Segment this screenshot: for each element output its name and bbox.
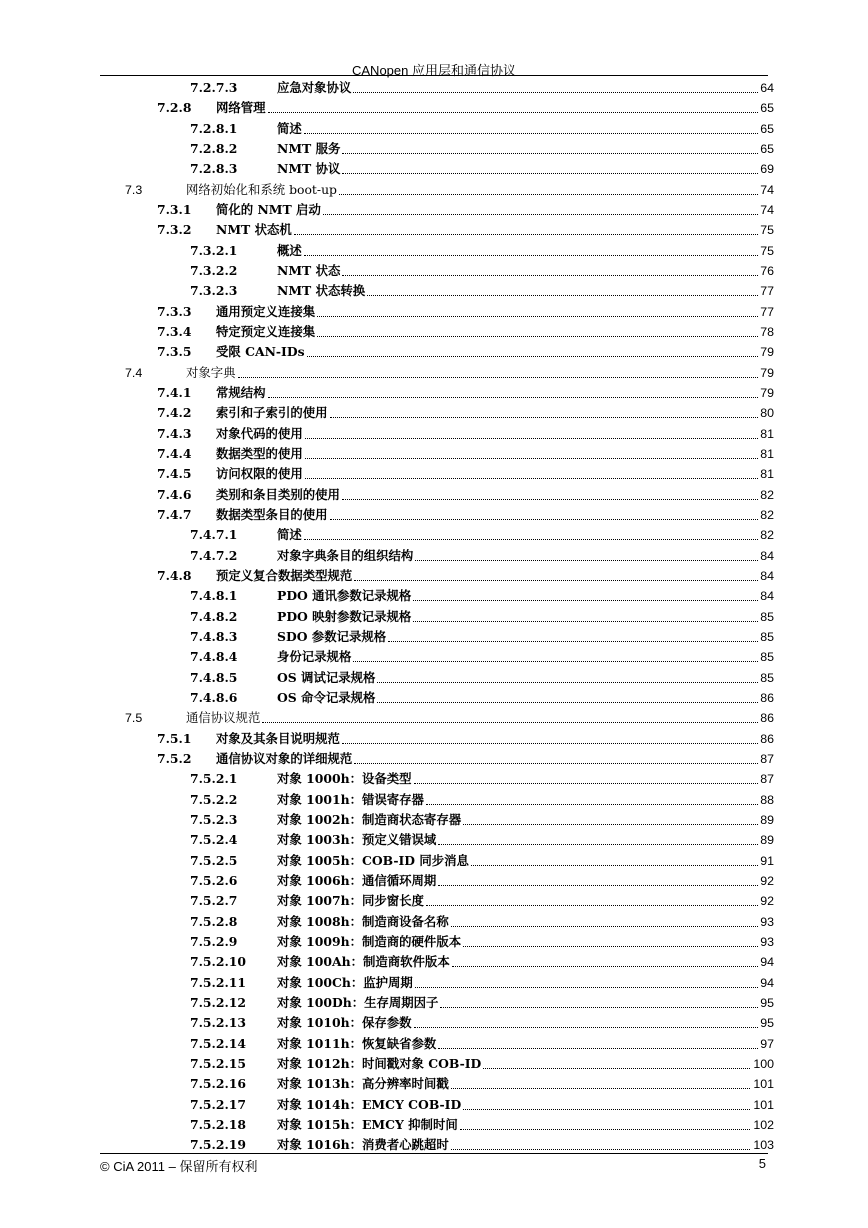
toc-entry-page: 89 bbox=[760, 812, 774, 827]
toc-entry-page: 86 bbox=[760, 731, 774, 746]
toc-entry[interactable] bbox=[0, 1115, 868, 1135]
toc-entry-page: 95 bbox=[760, 995, 774, 1010]
toc-entry-page: 85 bbox=[760, 650, 774, 665]
toc-entry-title: 网络管理 bbox=[216, 100, 266, 116]
toc-leader-dots bbox=[354, 763, 757, 764]
toc-entry-number: 7.5.2.17 bbox=[190, 1096, 247, 1112]
toc-entry-number: 7.4.8.1 bbox=[190, 588, 238, 604]
toc-entry-number: 7.4.4 bbox=[157, 445, 192, 461]
toc-entry-page: 97 bbox=[760, 1036, 774, 1051]
toc-entry-number: 7.5.2.4 bbox=[190, 832, 238, 848]
toc-leader-dots bbox=[388, 641, 757, 642]
toc-entry-title: 对象 1013h：高分辨率时间戳 bbox=[277, 1076, 449, 1092]
toc-entry-page: 101 bbox=[753, 1077, 774, 1092]
toc-entry-page: 86 bbox=[760, 690, 774, 705]
header-rule bbox=[100, 75, 768, 76]
toc-entry-number: 7.5.2.18 bbox=[190, 1116, 247, 1132]
toc-entry[interactable] bbox=[0, 98, 868, 118]
toc-entry-title: NMT 状态机 bbox=[216, 222, 292, 238]
toc-leader-dots bbox=[342, 499, 758, 500]
toc-entry-number: 7.4.5 bbox=[157, 466, 192, 482]
toc-entry[interactable] bbox=[0, 871, 868, 891]
toc-entry-title: 对象及其条目说明规范 bbox=[216, 730, 340, 746]
toc-entry[interactable] bbox=[0, 322, 868, 342]
toc-entry-title: 类别和条目类别的使用 bbox=[216, 486, 340, 502]
toc-entry[interactable] bbox=[0, 464, 868, 484]
toc-entry-number: 7.2.8.3 bbox=[190, 161, 238, 177]
toc-entry-title: NMT 服务 bbox=[277, 140, 341, 156]
toc-entry-title: NMT 状态转换 bbox=[277, 283, 366, 299]
toc-entry-number: 7.3.3 bbox=[157, 303, 192, 319]
toc-entry-page: 92 bbox=[760, 894, 774, 909]
toc-entry-page: 94 bbox=[760, 975, 774, 990]
toc-entry[interactable] bbox=[0, 302, 868, 322]
toc-entry[interactable] bbox=[0, 952, 868, 972]
toc-entry-title: 预定义复合数据类型规范 bbox=[216, 567, 353, 583]
toc-entry-page: 69 bbox=[760, 162, 774, 177]
toc-entry-title: 对象字典 bbox=[186, 364, 236, 380]
toc-leader-dots bbox=[262, 722, 757, 723]
toc-entry-number: 7.2.8.2 bbox=[190, 140, 238, 156]
toc-entry[interactable] bbox=[0, 708, 868, 728]
toc-entry-title: 对象 1014h：EMCY COB-ID bbox=[277, 1096, 462, 1112]
toc-entry-title: 访问权限的使用 bbox=[216, 466, 303, 482]
toc-entry-title: 简述 bbox=[277, 120, 302, 136]
toc-entry[interactable] bbox=[0, 830, 868, 850]
toc-entry-page: 92 bbox=[760, 873, 774, 888]
toc-entry-number: 7.5.2.2 bbox=[190, 791, 238, 807]
toc-entry-number: 7.4.1 bbox=[157, 384, 192, 400]
toc-entry-number: 7.5.2.5 bbox=[190, 852, 238, 868]
toc-entry[interactable] bbox=[0, 180, 868, 200]
toc-entry[interactable] bbox=[0, 485, 868, 505]
toc-entry-number: 7.4.3 bbox=[157, 425, 192, 441]
toc-leader-dots bbox=[438, 885, 757, 886]
toc-entry-number: 7.4.7.1 bbox=[190, 527, 238, 543]
toc-entry-number: 7.5.2.1 bbox=[190, 771, 238, 787]
toc-leader-dots bbox=[342, 743, 758, 744]
toc-leader-dots bbox=[304, 133, 758, 134]
toc-entry-page: 82 bbox=[760, 487, 774, 502]
toc-entry-number: 7.5.2.9 bbox=[190, 933, 238, 949]
toc-entry[interactable] bbox=[0, 200, 868, 220]
toc-leader-dots bbox=[354, 580, 757, 581]
toc-entry-title: 概述 bbox=[277, 242, 302, 258]
toc-leader-dots bbox=[342, 173, 757, 174]
toc-entry-page: 65 bbox=[760, 101, 774, 116]
toc-entry-page: 85 bbox=[760, 670, 774, 685]
toc-entry-page: 87 bbox=[760, 751, 774, 766]
toc-entry[interactable] bbox=[0, 159, 868, 179]
toc-entry[interactable] bbox=[0, 749, 868, 769]
toc-entry-page: 75 bbox=[760, 223, 774, 238]
toc-leader-dots bbox=[440, 1007, 757, 1008]
toc-entry-number: 7.3.4 bbox=[157, 323, 192, 339]
toc-entry[interactable] bbox=[0, 912, 868, 932]
toc-entry-title: 通信协议对象的详细规范 bbox=[216, 750, 353, 766]
toc-leader-dots bbox=[426, 804, 758, 805]
toc-leader-dots bbox=[305, 478, 758, 479]
toc-entry-number: 7.3.2.2 bbox=[190, 262, 238, 278]
toc-entry-title: 对象 1002h：制造商状态寄存器 bbox=[277, 811, 462, 827]
toc-entry-number: 7.4.8.6 bbox=[190, 689, 238, 705]
toc-entry[interactable] bbox=[0, 403, 868, 423]
toc-leader-dots bbox=[317, 316, 757, 317]
toc-entry[interactable] bbox=[0, 505, 868, 525]
toc-entry-number: 7.4.8 bbox=[157, 567, 192, 583]
toc-entry-page: 101 bbox=[753, 1097, 774, 1112]
toc-leader-dots bbox=[414, 783, 758, 784]
toc-entry-number: 7.5 bbox=[125, 711, 143, 726]
toc-entry-page: 78 bbox=[760, 324, 774, 339]
toc-entry-page: 85 bbox=[760, 609, 774, 624]
toc-entry-number: 7.4.7 bbox=[157, 506, 192, 522]
toc-entry-title: 对象 1009h：制造商的硬件版本 bbox=[277, 933, 462, 949]
toc-entry-title: SDO 参数记录规格 bbox=[277, 628, 387, 644]
toc-leader-dots bbox=[304, 255, 758, 256]
toc-entry[interactable] bbox=[0, 1034, 868, 1054]
toc-entry[interactable] bbox=[0, 241, 868, 261]
toc-entry-number: 7.2.8 bbox=[157, 100, 192, 116]
toc-entry[interactable] bbox=[0, 1074, 868, 1094]
toc-entry-title: 对象 1007h：同步窗长度 bbox=[277, 893, 424, 909]
toc-entry-title: OS 命令记录规格 bbox=[277, 689, 376, 705]
toc-leader-dots bbox=[415, 560, 757, 561]
toc-entry-page: 88 bbox=[760, 792, 774, 807]
toc-leader-dots bbox=[323, 214, 758, 215]
toc-leader-dots bbox=[377, 682, 757, 683]
toc-entry-number: 7.3.2 bbox=[157, 222, 192, 238]
toc-entry-title: 对象 1001h：错误寄存器 bbox=[277, 791, 424, 807]
toc-entry-number: 7.4.8.3 bbox=[190, 628, 238, 644]
toc-entry-number: 7.5.2.11 bbox=[190, 974, 247, 990]
toc-entry[interactable] bbox=[0, 220, 868, 240]
toc-entry[interactable] bbox=[0, 119, 868, 139]
toc-entry[interactable] bbox=[0, 668, 868, 688]
toc-entry-number: 7.5.2 bbox=[157, 750, 192, 766]
toc-leader-dots bbox=[342, 275, 757, 276]
toc-entry-page: 81 bbox=[760, 446, 774, 461]
toc-entry[interactable] bbox=[0, 932, 868, 952]
toc-entry[interactable] bbox=[0, 973, 868, 993]
toc-entry-number: 7.4 bbox=[125, 365, 143, 380]
toc-entry-number: 7.4.2 bbox=[157, 405, 192, 421]
toc-entry[interactable] bbox=[0, 647, 868, 667]
toc-entry-number: 7.5.2.3 bbox=[190, 811, 238, 827]
toc-entry-page: 93 bbox=[760, 934, 774, 949]
toc-leader-dots bbox=[451, 1149, 751, 1150]
toc-leader-dots bbox=[367, 295, 757, 296]
toc-entry-title: PDO 映射参数记录规格 bbox=[277, 608, 412, 624]
toc-entry-page: 74 bbox=[760, 202, 774, 217]
toc-leader-dots bbox=[452, 966, 758, 967]
toc-entry-page: 93 bbox=[760, 914, 774, 929]
toc-entry-page: 84 bbox=[760, 589, 774, 604]
toc-entry-number: 7.3.2.1 bbox=[190, 242, 238, 258]
toc-entry-page: 103 bbox=[753, 1138, 774, 1153]
toc-leader-dots bbox=[463, 946, 757, 947]
toc-entry-page: 85 bbox=[760, 629, 774, 644]
toc-leader-dots bbox=[304, 539, 758, 540]
toc-entry-title: 简化的 NMT 启动 bbox=[216, 201, 321, 217]
toc-entry-title: 通信协议规范 bbox=[186, 710, 261, 726]
toc-entry[interactable] bbox=[0, 78, 868, 98]
toc-entry-page: 94 bbox=[760, 955, 774, 970]
toc-entry-number: 7.5.2.13 bbox=[190, 1015, 247, 1031]
toc-entry-title: 索引和子索引的使用 bbox=[216, 405, 328, 421]
toc-entry-title: 特定预定义连接集 bbox=[216, 323, 316, 339]
toc-entry-page: 77 bbox=[760, 304, 774, 319]
toc-entry-page: 79 bbox=[760, 365, 774, 380]
toc-entry-page: 80 bbox=[760, 406, 774, 421]
toc-entry-page: 79 bbox=[760, 385, 774, 400]
toc-entry[interactable] bbox=[0, 790, 868, 810]
toc-entry-page: 81 bbox=[760, 426, 774, 441]
toc-entry-page: 86 bbox=[760, 711, 774, 726]
toc-entry-title: 对象 1016h：消费者心跳超时 bbox=[277, 1137, 449, 1153]
toc-leader-dots bbox=[463, 1109, 750, 1110]
toc-entry-page: 74 bbox=[760, 182, 774, 197]
footer-rule bbox=[100, 1153, 768, 1154]
toc-entry-title: 对象 1010h：保存参数 bbox=[277, 1015, 412, 1031]
toc-entry[interactable] bbox=[0, 424, 868, 444]
toc-entry-page: 84 bbox=[760, 548, 774, 563]
toc-entry[interactable] bbox=[0, 383, 868, 403]
toc-entry-number: 7.2.7.3 bbox=[190, 80, 238, 95]
toc-entry-title: NMT 协议 bbox=[277, 161, 341, 177]
toc-entry-number: 7.3.5 bbox=[157, 344, 192, 360]
toc-entry-page: 91 bbox=[760, 853, 774, 868]
toc-entry-title: 对象代码的使用 bbox=[216, 425, 303, 441]
toc-leader-dots bbox=[317, 336, 757, 337]
toc-leader-dots bbox=[339, 194, 758, 195]
toc-entry-title: NMT 状态 bbox=[277, 262, 341, 278]
toc-entry-number: 7.5.2.8 bbox=[190, 913, 238, 929]
toc-entry-title: 对象字典条目的组织结构 bbox=[277, 547, 414, 563]
toc-entry-title: OS 调试记录规格 bbox=[277, 669, 376, 685]
toc-leader-dots bbox=[414, 1027, 758, 1028]
toc-entry-title: 对象 100Dh：生存周期因子 bbox=[277, 994, 439, 1010]
toc-entry-title: 对象 1005h：COB-ID 同步消息 bbox=[277, 852, 469, 868]
toc-leader-dots bbox=[353, 661, 757, 662]
toc-entry[interactable] bbox=[0, 1054, 868, 1074]
toc-entry-page: 81 bbox=[760, 467, 774, 482]
toc-leader-dots bbox=[330, 519, 758, 520]
toc-entry-number: 7.4.7.2 bbox=[190, 547, 238, 563]
toc-leader-dots bbox=[307, 356, 758, 357]
toc-entry-page: 64 bbox=[760, 81, 774, 95]
toc-entry[interactable] bbox=[0, 586, 868, 606]
toc-entry-number: 7.2.8.1 bbox=[190, 120, 238, 136]
toc-entry-title: 网络初始化和系统 boot-up bbox=[186, 181, 337, 197]
toc-leader-dots bbox=[451, 926, 758, 927]
toc-entry-title: 身份记录规格 bbox=[277, 649, 352, 665]
toc-entry-number: 7.4.8.4 bbox=[190, 649, 238, 665]
toc-entry[interactable] bbox=[0, 342, 868, 362]
toc-entry-page: 102 bbox=[753, 1117, 774, 1132]
toc-entry-title: 数据类型条目的使用 bbox=[216, 506, 328, 522]
toc-leader-dots bbox=[415, 987, 758, 988]
toc-leader-dots bbox=[463, 824, 757, 825]
toc-entry-title: 受限 CAN-IDs bbox=[216, 344, 305, 360]
toc-entry-number: 7.5.2.7 bbox=[190, 893, 238, 909]
toc-entry[interactable] bbox=[0, 444, 868, 464]
footer-page-number: 5 bbox=[758, 1156, 766, 1171]
toc-entry-page: 84 bbox=[760, 568, 774, 583]
toc-entry[interactable] bbox=[0, 566, 868, 586]
toc-entry-title: 对象 1015h：EMCY 抑制时间 bbox=[277, 1116, 458, 1132]
toc-leader-dots bbox=[377, 702, 757, 703]
toc-leader-dots bbox=[438, 1048, 757, 1049]
toc-entry-number: 7.5.2.15 bbox=[190, 1055, 247, 1071]
toc-entry-title: 对象 100Ch：监护周期 bbox=[277, 974, 413, 990]
toc-entry[interactable] bbox=[0, 891, 868, 911]
toc-leader-dots bbox=[451, 1088, 751, 1089]
toc-entry-number: 7.5.2.16 bbox=[190, 1076, 247, 1092]
footer-copyright: © CiA 2011 – 保留所有权利 bbox=[100, 1159, 258, 1174]
toc-entry[interactable] bbox=[0, 1013, 868, 1033]
toc-entry-title: PDO 通讯参数记录规格 bbox=[277, 588, 412, 604]
toc-entry-page: 79 bbox=[760, 345, 774, 360]
toc-entry-title: 通用预定义连接集 bbox=[216, 303, 316, 319]
toc-entry-number: 7.5.1 bbox=[157, 730, 192, 746]
toc-leader-dots bbox=[471, 865, 758, 866]
toc-entry-page: 75 bbox=[760, 243, 774, 258]
toc-entry-title: 对象 1012h：时间戳对象 COB-ID bbox=[277, 1055, 482, 1071]
toc-entry[interactable] bbox=[0, 261, 868, 281]
toc-entry-title: 对象 1003h：预定义错误域 bbox=[277, 832, 437, 848]
toc-entry[interactable] bbox=[0, 688, 868, 708]
toc-entry-number: 7.5.2.14 bbox=[190, 1035, 247, 1051]
toc-leader-dots bbox=[483, 1068, 750, 1069]
toc-leader-dots bbox=[413, 600, 757, 601]
toc-leader-dots bbox=[460, 1129, 751, 1130]
toc-entry[interactable] bbox=[0, 769, 868, 789]
toc-entry-page: 89 bbox=[760, 833, 774, 848]
toc-entry-page: 65 bbox=[760, 121, 774, 136]
toc-entry-number: 7.4.8.5 bbox=[190, 669, 238, 685]
toc-leader-dots bbox=[353, 92, 757, 93]
toc-leader-dots bbox=[238, 377, 758, 378]
toc-entry-title: 对象 1008h：制造商设备名称 bbox=[277, 913, 449, 929]
toc-leader-dots bbox=[438, 844, 757, 845]
toc-entry-title: 对象 1000h：设备类型 bbox=[277, 771, 412, 787]
toc-leader-dots bbox=[305, 458, 758, 459]
toc-entry[interactable] bbox=[0, 729, 868, 749]
toc-entry-title: 对象 1006h：通信循环周期 bbox=[277, 872, 437, 888]
toc-entry[interactable] bbox=[0, 546, 868, 566]
toc-leader-dots bbox=[342, 153, 757, 154]
toc-entry-number: 7.5.2.10 bbox=[190, 954, 247, 970]
toc-entry[interactable] bbox=[0, 627, 868, 647]
toc-entry[interactable] bbox=[0, 525, 868, 545]
toc-entry-page: 87 bbox=[760, 772, 774, 787]
toc-entry-number: 7.5.2.19 bbox=[190, 1137, 247, 1153]
toc-entry-number: 7.3 bbox=[125, 182, 143, 197]
toc-entry-page: 100 bbox=[753, 1056, 774, 1071]
toc-entry-number: 7.3.2.3 bbox=[190, 283, 238, 299]
toc-leader-dots bbox=[294, 234, 758, 235]
toc-entry[interactable] bbox=[0, 851, 868, 871]
toc-leader-dots bbox=[268, 397, 758, 398]
toc-entry[interactable] bbox=[0, 810, 868, 830]
toc-entry[interactable] bbox=[0, 1095, 868, 1115]
toc-entry-title: 对象 1011h：恢复缺省参数 bbox=[277, 1035, 437, 1051]
toc-entry-number: 7.3.1 bbox=[157, 201, 192, 217]
toc-entry-title: 数据类型的使用 bbox=[216, 445, 303, 461]
toc-entry[interactable] bbox=[0, 139, 868, 159]
toc-leader-dots bbox=[413, 621, 757, 622]
toc-entry-page: 82 bbox=[760, 528, 774, 543]
toc-entry-number: 7.5.2.6 bbox=[190, 872, 238, 888]
toc-entry-number: 7.5.2.12 bbox=[190, 994, 247, 1010]
toc-entry-title: 应急对象协议 bbox=[277, 80, 352, 95]
toc-entry-page: 76 bbox=[760, 263, 774, 278]
toc-leader-dots bbox=[268, 112, 758, 113]
toc-entry-number: 7.4.6 bbox=[157, 486, 192, 502]
toc-leader-dots bbox=[305, 438, 758, 439]
header-title: CANopen 应用层和通信协议 bbox=[352, 63, 516, 78]
toc-entry[interactable] bbox=[0, 993, 868, 1013]
toc-entry-title: 对象 100Ah：制造商软件版本 bbox=[277, 954, 450, 970]
toc-entry[interactable] bbox=[0, 281, 868, 301]
toc-entry-number: 7.4.8.2 bbox=[190, 608, 238, 624]
toc-entry-title: 简述 bbox=[277, 527, 302, 543]
toc-entry-title: 常规结构 bbox=[216, 384, 266, 400]
toc-entry-page: 95 bbox=[760, 1016, 774, 1031]
toc-entry-page: 77 bbox=[760, 284, 774, 299]
toc-entry[interactable] bbox=[0, 363, 868, 383]
toc-entry[interactable] bbox=[0, 607, 868, 627]
toc-leader-dots bbox=[426, 905, 758, 906]
toc-entry-page: 65 bbox=[760, 141, 774, 156]
toc-entry-page: 82 bbox=[760, 507, 774, 522]
toc-leader-dots bbox=[330, 417, 758, 418]
